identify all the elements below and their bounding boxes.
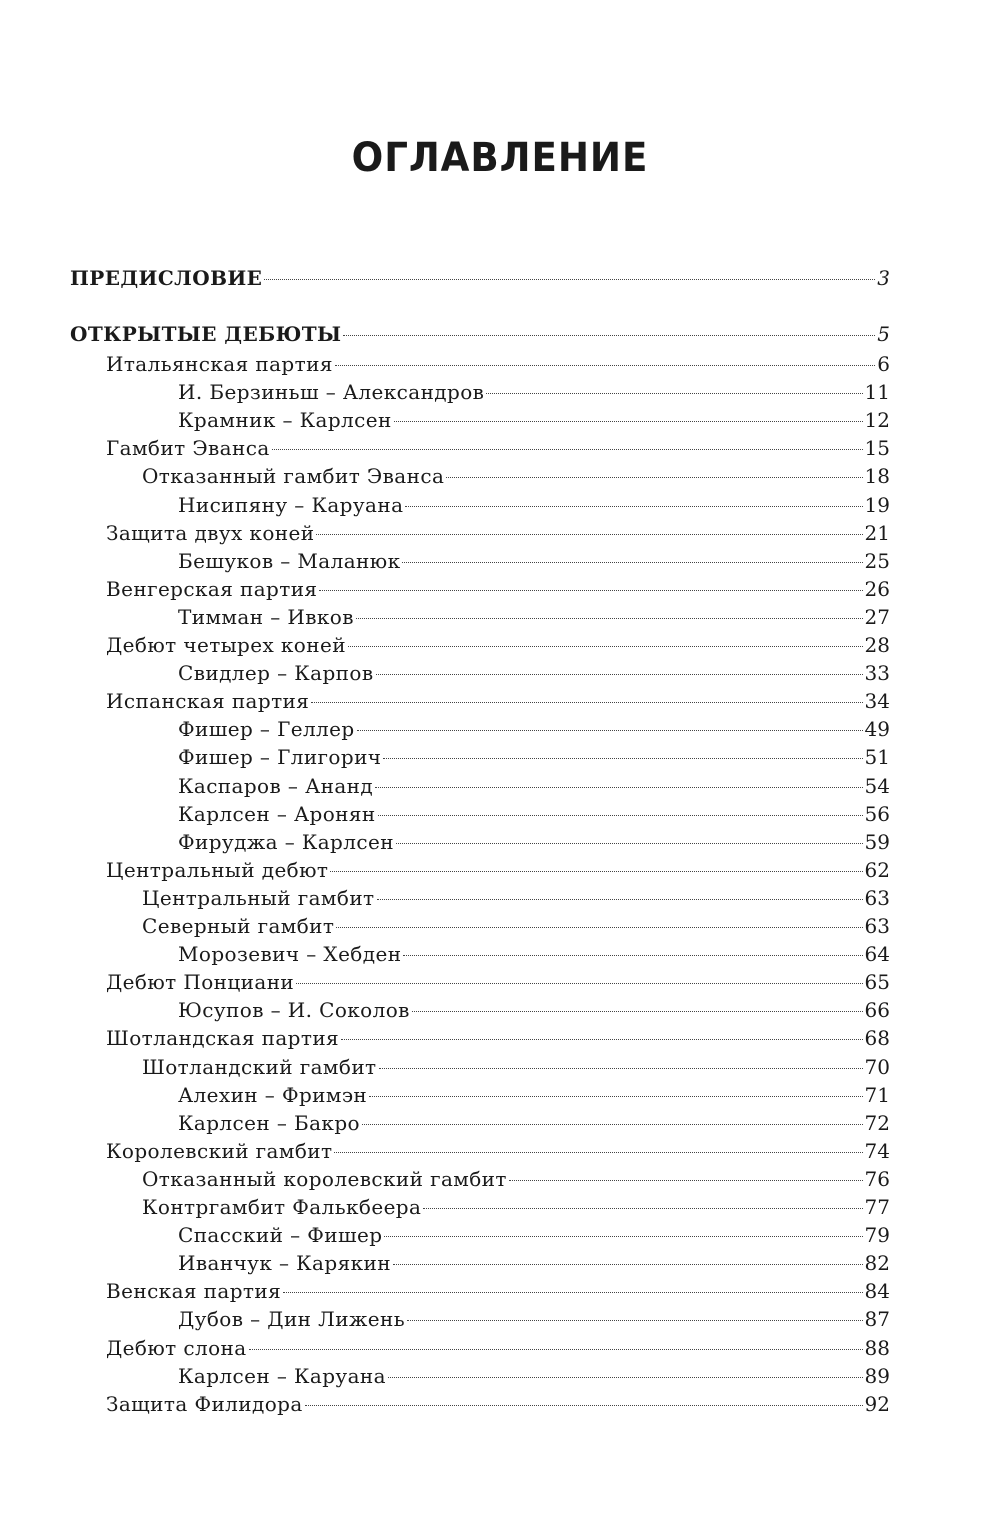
dot-leader (348, 646, 863, 647)
toc-entry-label: Спасский – Фишер (178, 1223, 383, 1248)
toc-entry-label: Тимман – Ивков (178, 604, 354, 629)
dot-leader (249, 1349, 863, 1350)
toc-entry-page-number: 63 (864, 885, 890, 910)
toc-entry-label: Королевский гамбит (106, 1138, 333, 1163)
toc-entry-label: Контргамбит Фалькбеера (142, 1195, 422, 1219)
toc-entry-page-number: 56 (864, 801, 890, 826)
toc-entry-page-number: 51 (864, 745, 890, 770)
toc-entry-label: Каспаров – Ананд (178, 773, 374, 798)
toc-entry-label: Дебют Понциани (106, 970, 295, 995)
dot-leader (405, 506, 862, 507)
dot-leader (402, 562, 862, 563)
toc-entry-page-number: 5 (877, 322, 890, 346)
toc-entry[interactable] (178, 715, 890, 743)
dot-leader (272, 449, 863, 450)
dot-leader (388, 1377, 863, 1378)
dot-leader (486, 393, 862, 394)
dot-leader (384, 1236, 862, 1237)
toc-entry-label: Отказанный королевский гамбит (142, 1166, 507, 1191)
dot-leader (343, 335, 875, 336)
dot-leader (369, 1096, 862, 1097)
toc-entry[interactable] (142, 1165, 890, 1193)
toc-entry-label: Дубов – Дин Лижень (178, 1307, 406, 1332)
toc-entry[interactable] (106, 631, 890, 659)
toc-entry[interactable] (178, 1221, 890, 1249)
toc-entry-label: Крамник – Карлсен (178, 408, 392, 433)
toc-entry-page-number: 74 (864, 1138, 890, 1163)
toc-entry-label: Северный гамбит (142, 914, 335, 938)
toc-entry[interactable] (178, 378, 890, 406)
toc-entry-page-number: 72 (864, 1110, 890, 1135)
toc-entry-page-number: 92 (864, 1391, 890, 1416)
toc-entry-label: Фишер – Геллер (178, 717, 355, 742)
dot-leader (423, 1208, 862, 1209)
dot-leader (341, 1039, 862, 1040)
toc-entry-label: Венгерская партия (106, 576, 318, 601)
toc-entry-label: Карлсен – Аронян (178, 801, 376, 826)
dot-leader (394, 421, 863, 422)
toc-entry-label: Шотландский гамбит (142, 1054, 377, 1079)
dot-leader (403, 955, 862, 956)
toc-entry[interactable] (106, 1024, 890, 1052)
toc-entry-label: Фишер – Глигорич (178, 745, 382, 770)
toc-section-heading[interactable] (70, 320, 890, 348)
toc-entry[interactable] (106, 687, 890, 715)
toc-entry-label: Центральный гамбит (142, 885, 375, 910)
toc-entry[interactable] (178, 1249, 890, 1277)
toc-entry-page-number: 88 (864, 1335, 890, 1360)
dot-leader (407, 1320, 863, 1321)
toc-entry-label: Бешуков – Маланюк (178, 548, 401, 573)
toc-entry[interactable] (178, 772, 890, 800)
toc-entry-page-number: 3 (877, 266, 890, 290)
toc-entry-label: Нисипяну – Каруана (178, 492, 404, 517)
toc-entry[interactable] (178, 800, 890, 828)
toc-entry[interactable] (106, 856, 890, 884)
toc-entry[interactable] (178, 406, 890, 434)
toc-entry[interactable] (106, 434, 890, 462)
toc-entry[interactable] (178, 603, 890, 631)
dot-leader (378, 815, 863, 816)
toc-entry[interactable] (142, 1053, 890, 1081)
toc-entry-page-number: 15 (864, 436, 890, 461)
toc-entry[interactable] (106, 1334, 890, 1362)
toc-entry-page-number: 18 (864, 464, 890, 489)
dot-leader (376, 674, 863, 675)
dot-leader (379, 1068, 863, 1069)
dot-leader (305, 1405, 863, 1406)
toc-entry[interactable] (178, 1081, 890, 1109)
toc-entry-page-number: 59 (864, 829, 890, 854)
toc-entry-label: Защита двух коней (106, 520, 315, 545)
dot-leader (336, 927, 862, 928)
dot-leader (362, 1124, 863, 1125)
toc-entry[interactable] (106, 575, 890, 603)
toc-entry-page-number: 70 (864, 1054, 890, 1079)
toc-entry-label: Морозевич – Хебден (178, 942, 402, 967)
toc-entry-page-number: 11 (864, 380, 890, 405)
toc-entry-page-number: 68 (864, 1026, 890, 1051)
dot-leader (334, 1152, 862, 1153)
toc-entry-page-number: 28 (864, 633, 890, 657)
page-title: ОГЛАВЛЕНИЕ (351, 135, 649, 181)
toc-entry[interactable] (178, 828, 890, 856)
toc-entry-page-number: 34 (864, 689, 890, 714)
dot-leader (377, 899, 863, 900)
toc-entry[interactable] (142, 1193, 890, 1221)
toc-entry-page-number: 6 (877, 352, 890, 376)
toc-entry-page-number: 76 (864, 1166, 890, 1191)
toc-entry-page-number: 27 (864, 604, 890, 629)
dot-leader (311, 702, 862, 703)
toc-entry-label: Гамбит Эванса (106, 436, 270, 461)
toc-entry-page-number: 12 (864, 408, 890, 433)
toc-entry-page-number: 33 (864, 661, 890, 686)
toc-entry-label: Свидлер – Карпов (178, 661, 374, 686)
dot-leader (375, 787, 862, 788)
toc-entry-page-number: 66 (864, 998, 890, 1023)
dot-leader (383, 758, 862, 759)
toc-entry[interactable] (178, 1305, 890, 1333)
toc-entry-label: Итальянская партия (106, 352, 333, 376)
dot-leader (316, 534, 862, 535)
toc-entry-page-number: 84 (864, 1279, 890, 1304)
toc-entry-page-number: 87 (864, 1307, 890, 1332)
toc-entry-page-number: 79 (864, 1223, 890, 1248)
toc-entry-page-number: 64 (864, 942, 890, 967)
dot-leader (393, 1264, 863, 1265)
toc-entry-page-number: 82 (864, 1251, 890, 1276)
dot-leader (396, 843, 863, 844)
dot-leader (330, 871, 862, 872)
toc-entry[interactable] (106, 1277, 890, 1305)
toc-entry-page-number: 21 (864, 520, 890, 545)
dot-leader (357, 730, 863, 731)
toc-entry-label: ОТКРЫТЫЕ ДЕБЮТЫ (70, 322, 342, 346)
toc-entry[interactable] (178, 996, 890, 1024)
toc-entry-label: Центральный дебют (106, 857, 329, 882)
toc-entry-page-number: 62 (864, 857, 890, 882)
toc-entry[interactable] (106, 350, 890, 378)
dot-leader (446, 477, 862, 478)
toc-entry-page-number: 63 (864, 914, 890, 938)
toc-entry-label: Фируджа – Карлсен (178, 829, 394, 854)
toc-entry[interactable] (178, 547, 890, 575)
toc-entry-label: Шотландская партия (106, 1026, 340, 1051)
toc-entry-page-number: 25 (864, 548, 890, 573)
toc-entry-label: Отказанный гамбит Эванса (142, 464, 445, 489)
dot-leader (412, 1011, 863, 1012)
toc-entry-label: Дебют слона (106, 1335, 247, 1360)
toc-entry-label: Испанская партия (106, 689, 310, 714)
toc-entry[interactable] (178, 491, 890, 519)
toc-entry-page-number: 54 (864, 773, 890, 798)
toc-entry[interactable] (178, 659, 890, 687)
toc-entry-label: ПРЕДИСЛОВИЕ (70, 266, 263, 290)
toc-entry-label: Иванчук – Карякин (178, 1251, 391, 1276)
toc-entry[interactable] (106, 968, 890, 996)
dot-leader (283, 1292, 862, 1293)
toc-entry[interactable] (178, 1362, 890, 1390)
toc-entry-page-number: 19 (864, 492, 890, 517)
toc-entry-page-number: 65 (864, 970, 890, 995)
toc-entry[interactable] (178, 743, 890, 771)
toc-entry-page-number: 26 (864, 576, 890, 601)
toc-entry[interactable] (106, 1137, 890, 1165)
toc-entry[interactable] (178, 1109, 890, 1137)
toc-entry-label: Дебют четырех коней (106, 633, 346, 657)
toc-entry-label: Защита Филидора (106, 1391, 303, 1416)
dot-leader (509, 1180, 863, 1181)
toc-entry[interactable] (178, 940, 890, 968)
toc-entry[interactable] (142, 912, 890, 940)
toc-entry-label: Карлсен – Каруана (178, 1363, 386, 1388)
toc-entry-label: Алехин – Фримэн (178, 1082, 368, 1107)
toc-entry-page-number: 77 (864, 1195, 890, 1219)
toc-section-heading[interactable] (70, 264, 890, 292)
dot-leader (356, 618, 863, 619)
dot-leader (264, 279, 875, 280)
toc-entry-label: Венская партия (106, 1279, 282, 1304)
dot-leader (319, 590, 862, 591)
toc-entry-label: Юсупов – И. Соколов (178, 998, 410, 1023)
toc-entry-label: И. Берзиньш – Александров (178, 380, 485, 405)
toc-entry-page-number: 49 (864, 717, 890, 742)
dot-leader (335, 365, 875, 366)
toc-entry[interactable] (142, 462, 890, 490)
toc-entry-page-number: 89 (864, 1363, 890, 1388)
toc-entry[interactable] (106, 519, 890, 547)
dot-leader (296, 983, 862, 984)
toc-entry[interactable] (106, 1390, 890, 1418)
toc-entry[interactable] (142, 884, 890, 912)
toc-entry-label: Карлсен – Бакро (178, 1110, 360, 1135)
toc-entry-page-number: 71 (864, 1082, 890, 1107)
